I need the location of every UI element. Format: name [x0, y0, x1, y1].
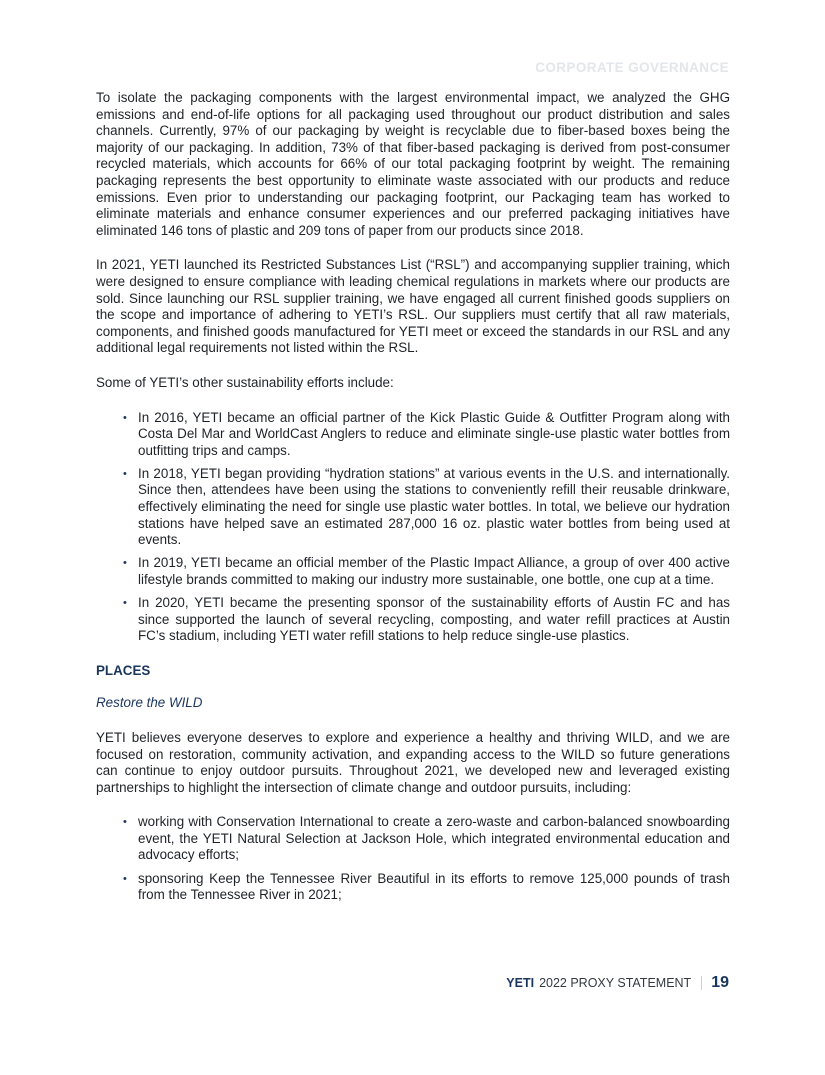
page-footer — [506, 974, 729, 992]
footer-divider — [701, 976, 702, 990]
page-number: 19 — [711, 974, 729, 991]
list-item: • In 2019, YETI became an official member of the Plastic Impact Alliance, a group of over 400 active lifestyle brands committed to making our industry more sustainable, one bottle, one cup at a time. — [138, 555, 730, 588]
partnerships-list — [96, 814, 730, 903]
places-heading: PLACES — [96, 662, 151, 678]
paragraph-wild: YETI believes everyone deserves to explore and experience a healthy and thriving WILD, and we are focused on restoration, community activation, and expanding access to the WILD so future generations can continue to enjoy outdoor pursuits. Throughout 2021, we developed new and leveraged existing partnerships to highlight the intersection of climate change and outdoor pursuits, including: — [96, 729, 730, 795]
list-item: • In 2016, YETI became an official partner of the Kick Plastic Guide & Outfitter Program along with Costa Del Mar and WorldCast Anglers to reduce and eliminate single-use plastic water bottles from outfitting trips and camps. — [138, 410, 730, 460]
main-content — [96, 90, 730, 922]
paragraph-rsl: In 2021, YETI launched its Restricted Substances List (“RSL”) and accompanying supplier training, which were designed to ensure compliance with leading chemical regulations in markets where our products are sold. Since launching our RSL supplier training, we have engaged all current finished goods suppliers on the scope and importance of adhering to YETI’s RSL. Our suppliers must certify that all raw materials, components, and finished goods manufactured for YETI meet or exceed the standards in our RSL and any additional legal requirements not listed within the RSL. — [96, 257, 730, 356]
list-item: • In 2018, YETI began providing “hydration stations” at various events in the U.S. and internationally. Since then, attendees have been using the stations to conveniently refill their reusable drinkware, effectively eliminating the need for single use plastic water bottles. In total, we believe our hydration stations have helped save an estimated 287,000 16 oz. plastic water bottles from being used at events. — [138, 466, 730, 549]
list-item: • sponsoring Keep the Tennessee River Beautiful in its efforts to remove 125,000 pounds of trash from the Tennessee River in 2021; — [138, 871, 730, 904]
list-item: • working with Conservation International to create a zero-waste and carbon-balanced snowboarding event, the YETI Natural Selection at Jackson Hole, which integrated environmental education and advocacy efforts; — [138, 814, 730, 864]
places-subheading: Restore the WILD — [96, 695, 203, 711]
paragraph-packaging: To isolate the packaging components with the largest environmental impact, we analyzed the GHG emissions and end-of-life options for all packaging used throughout our product distribution and sales channels. Currently, 97% of our packaging by weight is recyclable due to fiber-based boxes being the majority of our packaging. In addition, 73% of that fiber-based packaging is derived from post-consumer recycled materials, which accounts for 66% of our total packaging footprint by weight. The remaining packaging represents the best opportunity to eliminate waste associated with our products and reduce emissions. Even prior to understanding our packaging footprint, our Packaging team has worked to eliminate materials and enhance consumer experiences and our preferred packaging initiatives have eliminated 146 tons of plastic and 209 tons of paper from our products since 2018. — [96, 90, 730, 238]
sustainability-efforts-list — [96, 410, 730, 645]
list-item: • In 2020, YETI became the presenting sponsor of the sustainability efforts of Austin FC and has since supported the launch of several recycling, composting, and water refill practices at Austin FC’s stadium, including YETI water refill stations to help reduce single-use plastics. — [138, 595, 730, 645]
footer-doc-title: 2022 PROXY STATEMENT — [539, 976, 692, 990]
footer-brand: YETI — [506, 976, 535, 990]
section-header: CORPORATE GOVERNANCE — [535, 60, 729, 75]
paragraph-efforts-intro: Some of YETI’s other sustainability efforts include: — [96, 374, 394, 390]
